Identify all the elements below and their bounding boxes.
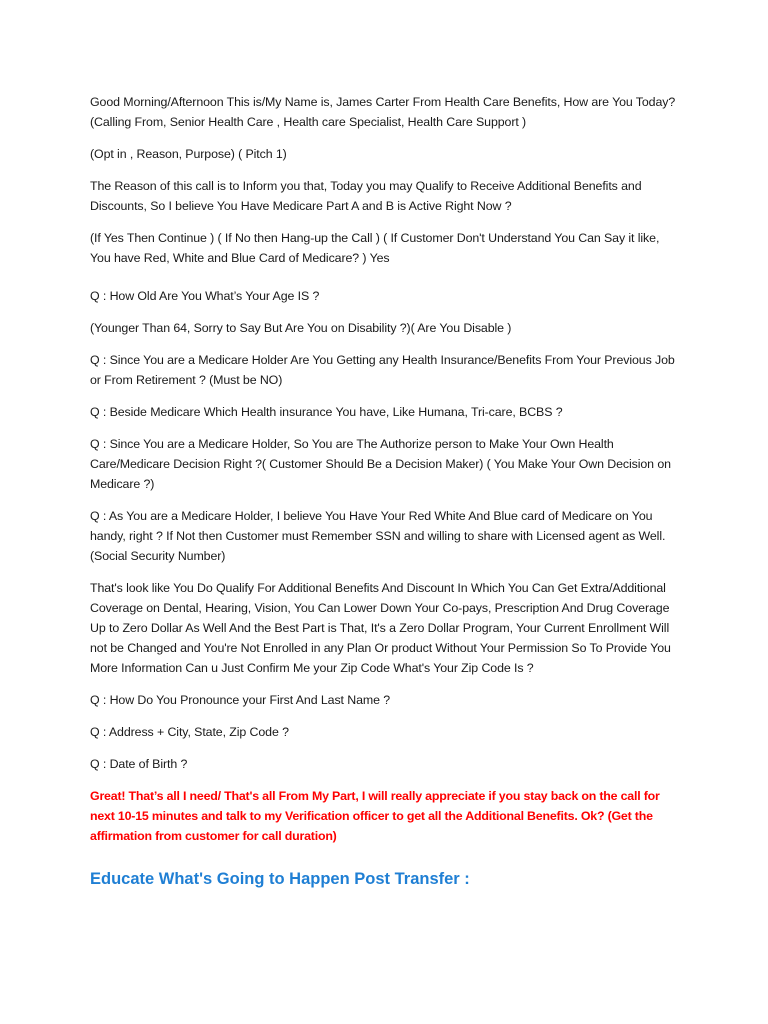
- section-heading: Educate What's Going to Happen Post Transfer :: [90, 870, 470, 888]
- closing-red-paragraph: Great! That’s all I need/ That's all From My Part, I will really appreciate if you stay back on the call for next 10-15 minutes and talk to my Verification officer to get all the Additional Benefits. Ok? (Get the affirmation from customer for call duration): [90, 789, 660, 843]
- qualify-paragraph: That's look like You Do Qualify For Additional Benefits And Discount In Which You Can Get Extra/Additional Coverage on Dental, Hearing, Vision, You Can Lower Down Your Co-pays, Prescription And Drug Coverage Up to Zero Dollar As Well And the Best Part is That, It's a Zero Dollar Program, Your Current Enrollment Will not be Changed and You're Not Enrolled in any Plan Or product Without Your Permission So To Provide You More Information Can u Just Confirm Me your Zip Code What's Your Zip Code Is ?: [90, 581, 671, 675]
- greeting-paragraph: Good Morning/Afternoon This is/My Name is, James Carter From Health Care Benefits, How are You Today?(Calling From, Senior Health Care , Health care Specialist, Health Care Support ): [90, 95, 676, 129]
- if-yes-paragraph: (If Yes Then Continue ) ( If No then Hang-up the Call ) ( If Customer Don't Understand You Can Say it like, You have Red, White and Blue Card of Medicare? ) Yes: [90, 231, 660, 265]
- name-question: Q : How Do You Pronounce your First And Last Name ?: [90, 693, 391, 707]
- younger-paragraph: (Younger Than 64, Sorry to Say But Are You on Disability ?)( Are You Disable ): [90, 321, 512, 335]
- decision-maker-question: Q : Since You are a Medicare Holder, So You are The Authorize person to Make Your Own Health Care/Medicare Decision Right ?( Customer Should Be a Decision Maker) ( You Make Your Own Decision on Medicare ?): [90, 437, 671, 491]
- insurance-question: Q : Since You are a Medicare Holder Are You Getting any Health Insurance/Benefits From Your Previous Job or From Retirement ? (Must be NO): [90, 353, 675, 387]
- address-question: Q : Address + City, State, Zip Code ?: [90, 725, 289, 739]
- document-page: [90, 92, 680, 890]
- beside-medicare-question: Q : Beside Medicare Which Health insurance You have, Like Humana, Tri-care, BCBS ?: [90, 405, 563, 419]
- medicare-card-question: Q : As You are a Medicare Holder, I believe You Have Your Red White And Blue card of Medicare on You handy, right ? If Not then Customer must Remember SSN and willing to share with Licensed agent as Well. (Social Security Number): [90, 509, 666, 563]
- dob-question: Q : Date of Birth ?: [90, 757, 188, 771]
- age-question: Q : How Old Are You What’s Your Age IS ?: [90, 289, 320, 303]
- opt-in-paragraph: (Opt in , Reason, Purpose) ( Pitch 1): [90, 147, 287, 161]
- reason-paragraph: The Reason of this call is to Inform you that, Today you may Qualify to Receive Additional Benefits and Discounts, So I believe You Have Medicare Part A and B is Active Right Now ?: [90, 179, 642, 213]
